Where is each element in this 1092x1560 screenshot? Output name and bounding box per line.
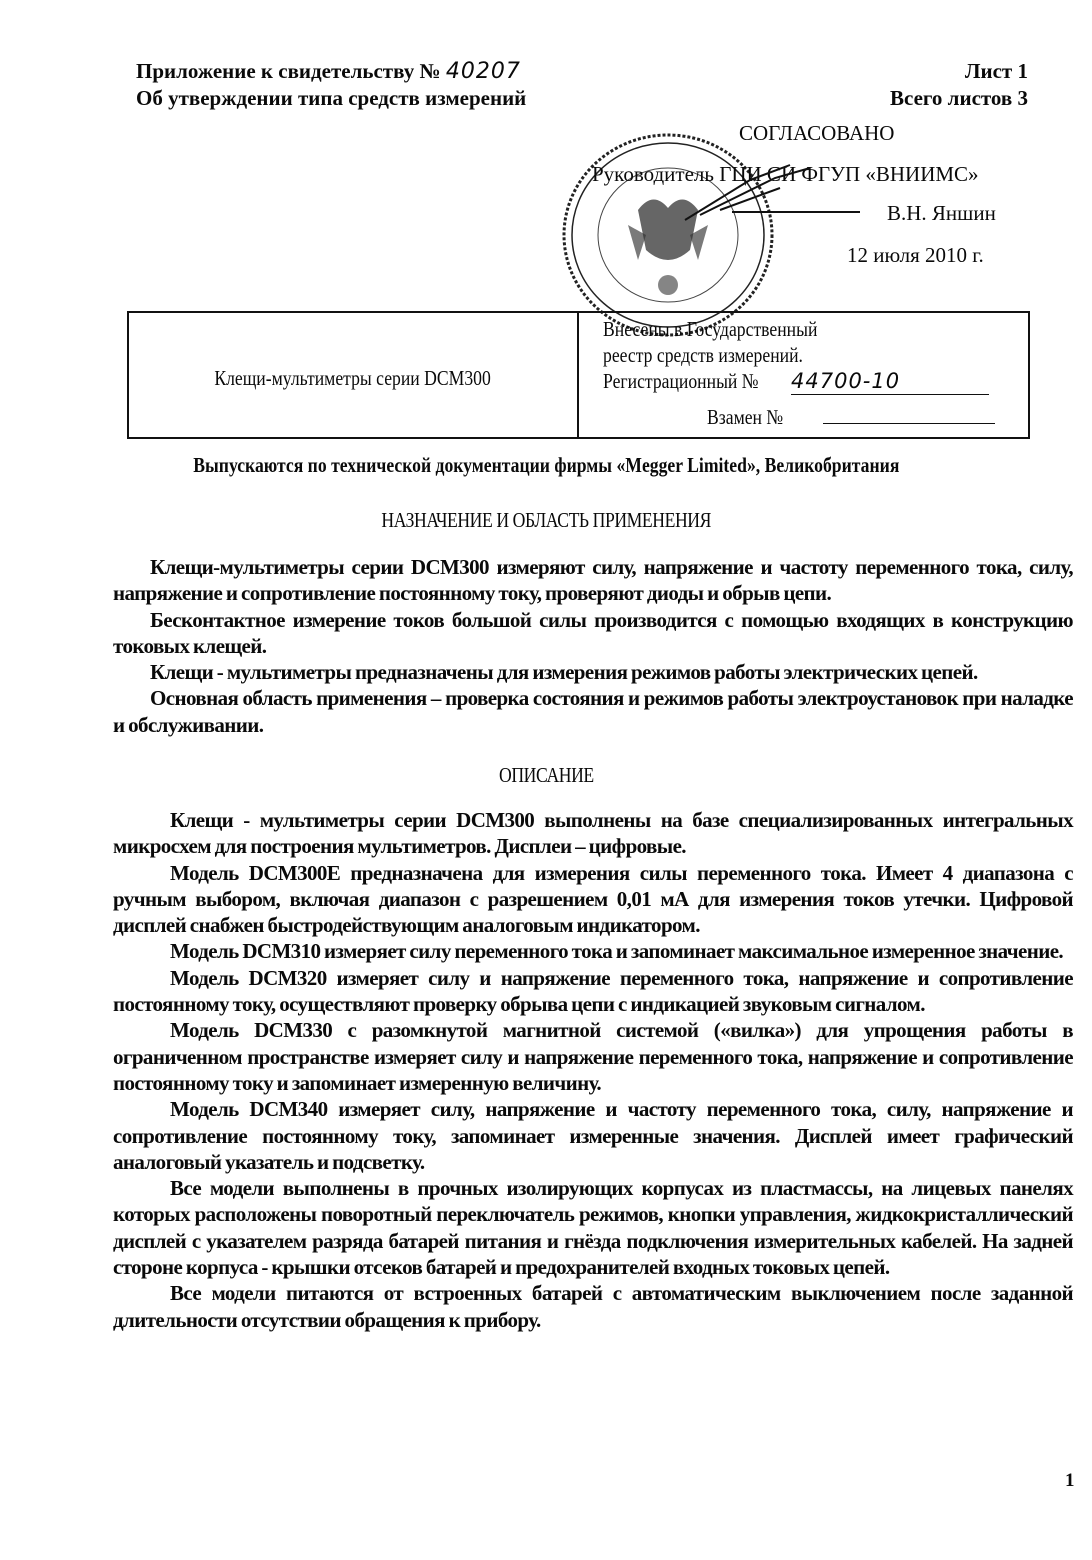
product-name: Клещи-мультиметры серии DCM300 — [214, 366, 492, 390]
signatory-name: В.Н. Яншин — [887, 201, 996, 225]
product-name-cell — [129, 366, 577, 391]
approval-position: Руководитель ГЦИ СИ ФГУП «ВНИИМС» — [592, 162, 979, 186]
registration-label: Регистрационный № — [603, 369, 759, 393]
paragraph: Основная область применения – проверка состояния и режимов работы электроустановок при наладке и обслуживании. — [113, 686, 1073, 737]
sheet-number: Лист 1 — [964, 59, 1028, 83]
total-sheets: Всего листов 3 — [890, 86, 1028, 110]
replaces-number-field — [823, 403, 995, 424]
paragraph: Модель DCM310 измеряет силу переменного тока и запоминает максимальное измеренное значение. — [170, 939, 1064, 964]
paragraph: Бесконтактное измерение токов большой силы производится с помощью входящих в конструкцию токовых клещей. — [113, 607, 1073, 658]
manufacturer-line: Выпускаются по технической документации фирмы «Megger Limited», Великобритания — [192, 453, 900, 477]
approval-type-line: Об утверждении типа средств измерений — [136, 86, 527, 110]
registry-table-divider — [577, 313, 579, 437]
section-title-purpose: НАЗНАЧЕНИЕ И ОБЛАСТЬ ПРИМЕНЕНИЯ — [381, 508, 711, 532]
registry-info-cell — [603, 316, 995, 430]
section-title-description: ОПИСАНИЕ — [498, 763, 594, 787]
replaces-label: Взамен № — [707, 405, 784, 429]
registry-line-1: Внесены в Государственный — [603, 317, 818, 341]
approval-date: 12 июля 2010 г. — [847, 243, 984, 267]
appendix-header — [136, 58, 521, 85]
registry-table — [127, 311, 1030, 439]
paragraph: Модель DCM320 измеряет силу и напряжение переменного тока, напряжение и сопротивление постоянному току, осуществляют проверку обрыва цепи с индикацией звуковым сигналом. — [113, 965, 1073, 1017]
registration-number-handwritten: 44700-10 — [791, 368, 989, 395]
paragraph: Клещи - мультиметры предназначены для измерения режимов работы электрических цепей. — [150, 660, 978, 685]
registry-line-2: реестр средств измерений. — [603, 343, 803, 367]
signature — [680, 160, 880, 230]
approval-title: СОГЛАСОВАНО — [739, 121, 895, 145]
page-number: 1 — [1065, 1470, 1075, 1491]
paragraph: Модель DCM330 с разомкнутой магнитной системой («вилка») для упрощения работы в ограниченном пространстве измеряет силу и напряжение переменного тока, напряжение и сопротивление постоянному току и запоминает измеренную величину. — [113, 1018, 1073, 1095]
paragraph: Модель DCM300E предназначена для измерения силы переменного тока. Имеет 4 диапазона с ручным выбором, включая диапазон с разрешением 0,01 мА для измерения токов утечки. Цифровой дисплей снабжен быстродействующим аналоговым индикатором. — [113, 860, 1073, 938]
signature-scribble-icon — [680, 160, 880, 230]
section-purpose-body — [113, 554, 1073, 738]
paragraph: Клещи - мультиметры серии DCM300 выполнены на базе специализированных интегральных микросхем для построения мультиметров. Дисплеи – цифровые. — [113, 808, 1073, 859]
manufacturer-line-wrap — [0, 453, 1092, 478]
paragraph: Все модели питаются от встроенных батарей с автоматическим выключением после заданной длительности отсутствии обращения к прибору. — [113, 1281, 1073, 1332]
section-description-body — [113, 807, 1073, 1333]
paragraph: Модель DCM340 измеряет силу, напряжение и частоту переменного тока, силу, напряжение и сопротивление постоянному току, запоминает измеренные значения. Дисплей имеет графический аналоговый указатель и подсветку. — [113, 1097, 1073, 1174]
paragraph: Все модели выполнены в прочных изолирующих корпусах из пластмассы, на лицевых панелях которых расположены поворотный переключатель режимов, кнопки управления, жидкокристаллический дисплей с указателем разряда батарей питания и гнёзда подключения измерительных кабелей. На задней стороне корпуса - крышки отсеков батарей и предохранителей входных токовых цепей. — [113, 1176, 1073, 1280]
signature-line — [732, 211, 860, 213]
certificate-number-handwritten: 40207 — [445, 59, 521, 84]
paragraph: Клещи-мультиметры серии DCM300 измеряют силу, напряжение и частоту переменного тока, силу, напряжение и сопротивление постоянному току, проверяют диоды и обрыв цепи. — [113, 555, 1073, 606]
appendix-line: Приложение к свидетельству № — [136, 59, 441, 83]
